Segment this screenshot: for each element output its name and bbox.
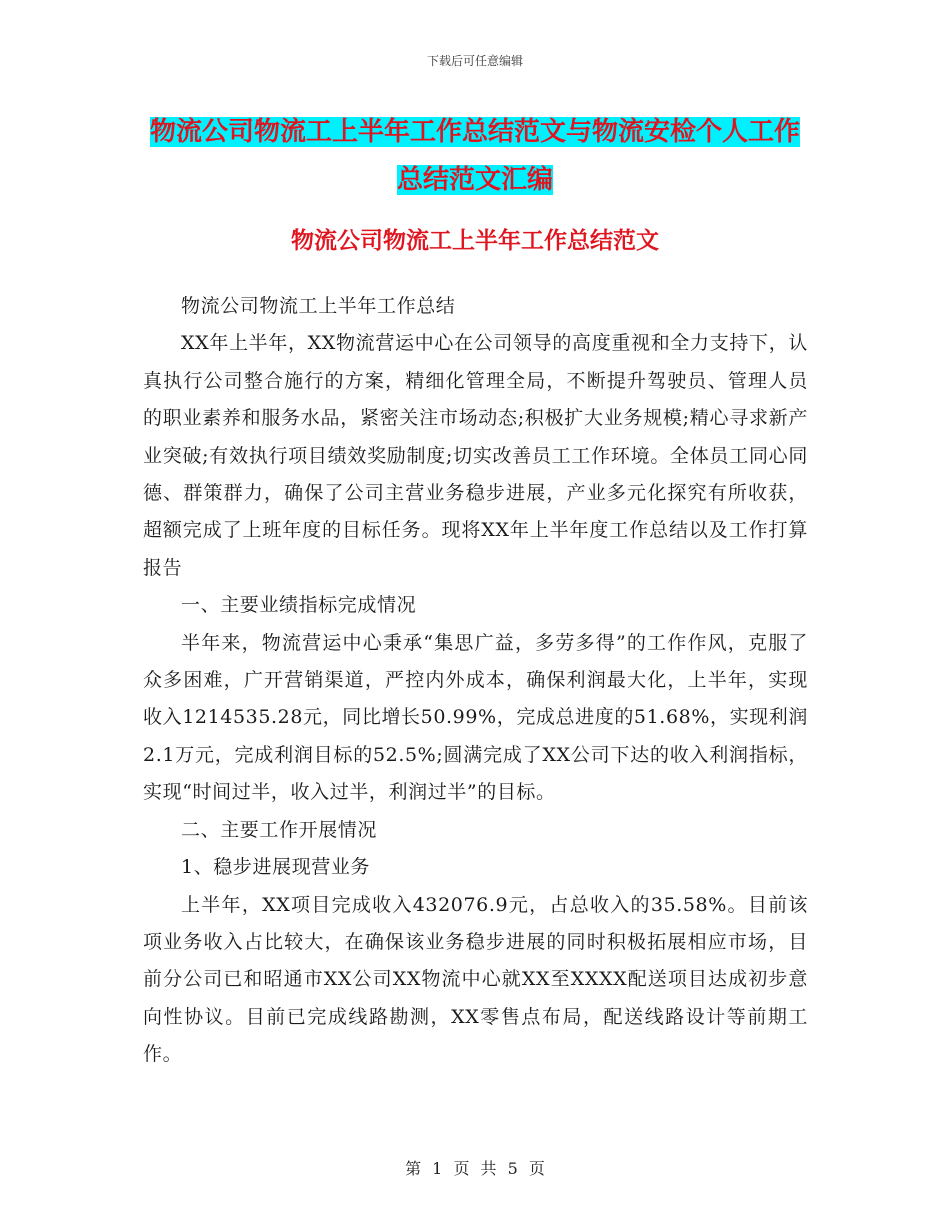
page-footer: 第 1 页 共 5 页 xyxy=(405,1159,545,1178)
paragraph: 物流公司物流工上半年工作总结 xyxy=(181,295,456,317)
paragraph: 1、稳步进展现营业务 xyxy=(181,856,371,879)
paragraph: 半年来，物流营运中心秉承“集思广益，多劳多得”的工作作风，克服了众多困难，广开营销渠道，严控内外成本，确保利润最大化，上半年，实现收入1214535.28元，同比增长50.99%，完成总进度的51.68%，实现利润2.1万元，完成利润目标的52.5%;圆满完成了XX公司下达的收入利润指标，实现“时间过半，收入过半，利润过半”的目标。 xyxy=(143,631,808,804)
document-body xyxy=(143,288,808,1074)
document-title-text: 物流公司物流工上半年工作总结范文与物流安检个人工作总结范文汇编 xyxy=(149,117,800,195)
document-title xyxy=(140,108,810,204)
paragraph: XX年上半年，XX物流营运中心在公司领导的高度重视和全力支持下，认真执行公司整合施行的方案，精细化管理全局，不断提升驾驶员、管理人员的职业素养和服务水品，紧密关注市场动态;积极扩大业务规模;精心寻求新产业突破;有效执行项目绩效奖励制度;切实改善员工工作环境。全体员工同心同德、群策群力，确保了公司主营业务稳步进展，产业多元化探究有所收获，超额完成了上班年度的目标任务。现将XX年上半年度工作总结以及工作打算报告 xyxy=(143,332,808,579)
paragraph: 一、主要业绩指标完成情况 xyxy=(181,594,417,617)
paragraph: 上半年，XX项目完成收入432076.9元，占总收入的35.58%。目前该项业务收入占比较大，在确保该业务稳步进展的同时积极拓展相应市场，目前分公司已和昭通市XX公司XX物流中心就XX至XXXX配送项目达成初步意向性协议。目前已完成线路勘测，XX零售点布局，配送线路设计等前期工作。 xyxy=(143,893,808,1066)
header-note: 下载后可任意编辑 xyxy=(426,54,523,68)
paragraph: 二、主要工作开展情况 xyxy=(181,818,378,841)
section-title: 物流公司物流工上半年工作总结范文 xyxy=(291,228,659,254)
